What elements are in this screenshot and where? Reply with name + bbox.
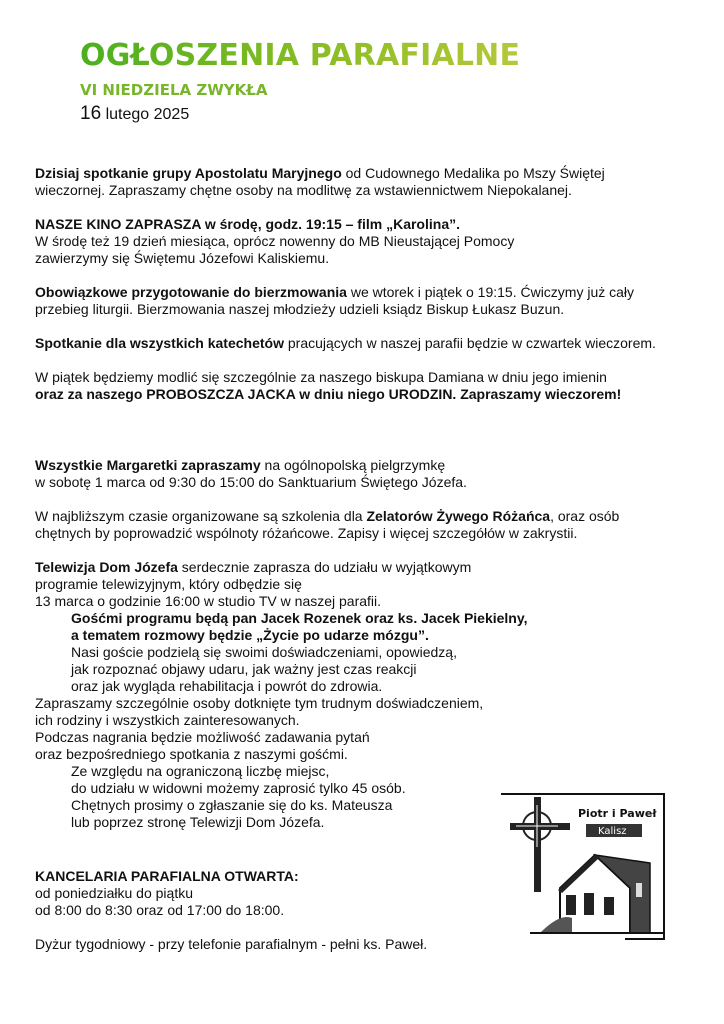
document-title: OGŁOSZENIA PARAFIALNE bbox=[80, 38, 521, 73]
announcement-text: we wtorek i piątek o 19:15. Ćwiczymy już cały bbox=[346, 284, 635, 300]
announcement-bold: Wszystkie Margaretki zapraszamy bbox=[35, 457, 261, 473]
announcement-bold: Dzisiaj spotkanie grupy Apostolatu Maryjnego bbox=[35, 165, 342, 181]
document-subtitle: VI NIEDZIELA ZWYKŁA bbox=[80, 81, 268, 99]
parish-logo bbox=[500, 793, 665, 940]
announcement-kino bbox=[35, 216, 695, 267]
announcement-dyzur: Dyżur tygodniowy - przy telefonie parafialnym - pełni ks. Paweł. bbox=[35, 936, 428, 952]
announcement-text: , oraz osób bbox=[550, 508, 620, 524]
document-header bbox=[80, 38, 520, 125]
announcement-text: 13 marca o godzinie 16:00 w studio TV w naszej parafii. bbox=[35, 593, 382, 609]
document-date bbox=[80, 104, 520, 125]
announcement-text: Zapraszamy szczególnie osoby dotknięte tym trudnym doświadczeniem, bbox=[35, 695, 484, 711]
announcement-text: przebieg liturgii. Bierzmowania naszej młodzieży udzieli ksiądz Biskup Łukasz Buzun. bbox=[35, 301, 565, 317]
announcement-text: W środę też 19 dzień miesiąca, oprócz nowenny do MB Nieustającej Pomocy bbox=[35, 233, 515, 249]
announcement-text: W najbliższym czasie organizowane są szkolenia dla bbox=[35, 508, 367, 524]
announcement-piatek bbox=[35, 369, 695, 403]
date-month-year: lutego 2025 bbox=[105, 106, 190, 123]
announcement-apostolat bbox=[35, 165, 695, 199]
announcement-text: chętnych by poprowadzić wspólnoty różańcowe. Zapisy i więcej szczegółów w zakrystii. bbox=[35, 525, 578, 541]
announcement-zelatorzy bbox=[35, 508, 695, 542]
announcement-text: Nasi goście podzielą się swoimi doświadczeniami, opowiedzą, bbox=[71, 644, 457, 660]
announcement-bold: Spotkanie dla wszystkich katechetów bbox=[35, 335, 284, 351]
announcement-text: pracujących w naszej parafii będzie w czwartek wieczorem. bbox=[283, 335, 656, 351]
announcement-text: lub poprzez stronę Telewizji Dom Józefa. bbox=[71, 814, 325, 830]
announcement-text: od poniedziałku do piątku bbox=[35, 885, 194, 901]
announcement-telewizja bbox=[35, 559, 695, 831]
announcement-text: od 8:00 do 8:30 oraz od 17:00 do 18:00. bbox=[35, 902, 285, 918]
announcement-text: oraz jak wygląda rehabilitacja i powrót do zdrowia. bbox=[71, 678, 383, 694]
announcement-text: programie telewizyjnym, który odbędzie się bbox=[35, 576, 302, 592]
announcement-bold: oraz za naszego PROBOSZCZA JACKA w dniu niego URODZIN. Zapraszamy wieczorem! bbox=[35, 386, 622, 402]
announcement-text: oraz bezpośredniego spotkania z naszymi gośćmi. bbox=[35, 746, 348, 762]
logo-name-line2: Kalisz bbox=[598, 826, 627, 837]
announcement-katecheci bbox=[35, 335, 695, 352]
announcement-text: na ogólnopolską pielgrzymkę bbox=[260, 457, 446, 473]
announcement-text: w sobotę 1 marca od 9:30 do 15:00 do Sanktuarium Świętego Józefa. bbox=[35, 474, 467, 490]
announcement-bold: Zelatorów Żywego Różańca bbox=[366, 508, 551, 524]
announcement-bold: Gośćmi programu będą pan Jacek Rozenek oraz ks. Jacek Piekielny, bbox=[71, 610, 528, 626]
date-day: 16 bbox=[80, 103, 102, 124]
announcement-bold: a tematem rozmowy będzie „Życie po udarze mózgu”. bbox=[71, 627, 429, 643]
announcement-text: wieczornej. Zapraszamy chętne osoby na modlitwę za wstawiennictwem Niepokalanej. bbox=[35, 182, 572, 198]
announcement-text: od Cudownego Medalika po Mszy Świętej bbox=[341, 165, 605, 181]
announcement-text: Chętnych prosimy o zgłaszanie się do ks. Mateusza bbox=[71, 797, 393, 813]
announcement-bold: Telewizja Dom Józefa bbox=[35, 559, 178, 575]
announcement-text: W piątek będziemy modlić się szczególnie za naszego biskupa Damiana w dniu jego imienin bbox=[35, 369, 607, 385]
announcement-bold: NASZE KINO ZAPRASZA w środę, godz. 19:15 – film „Karolina”. bbox=[35, 216, 460, 232]
announcement-text: Ze względu na ograniczoną liczbę miejsc, bbox=[71, 763, 330, 779]
announcement-text: do udziału w widowni możemy zaprosić tylko 45 osób. bbox=[71, 780, 406, 796]
announcement-text: zawierzymy się Świętemu Józefowi Kaliskiemu. bbox=[35, 250, 330, 266]
announcement-bold: KANCELARIA PARAFIALNA OTWARTA: bbox=[35, 868, 299, 884]
announcement-bierzmowanie bbox=[35, 284, 695, 318]
logo-name-line1: Piotr i Paweł bbox=[578, 807, 657, 820]
announcement-text: serdecznie zaprasza do udziału w wyjątkowym bbox=[177, 559, 472, 575]
announcement-text: ich rodziny i wszystkich zainteresowanych. bbox=[35, 712, 300, 728]
announcement-margaretki bbox=[35, 457, 695, 491]
announcement-bold: Obowiązkowe przygotowanie do bierzmowania bbox=[35, 284, 347, 300]
announcement-text: jak rozpoznać objawy udaru, jak ważny jest czas reakcji bbox=[71, 661, 417, 677]
announcement-text: Podczas nagrania będzie możliwość zadawania pytań bbox=[35, 729, 370, 745]
